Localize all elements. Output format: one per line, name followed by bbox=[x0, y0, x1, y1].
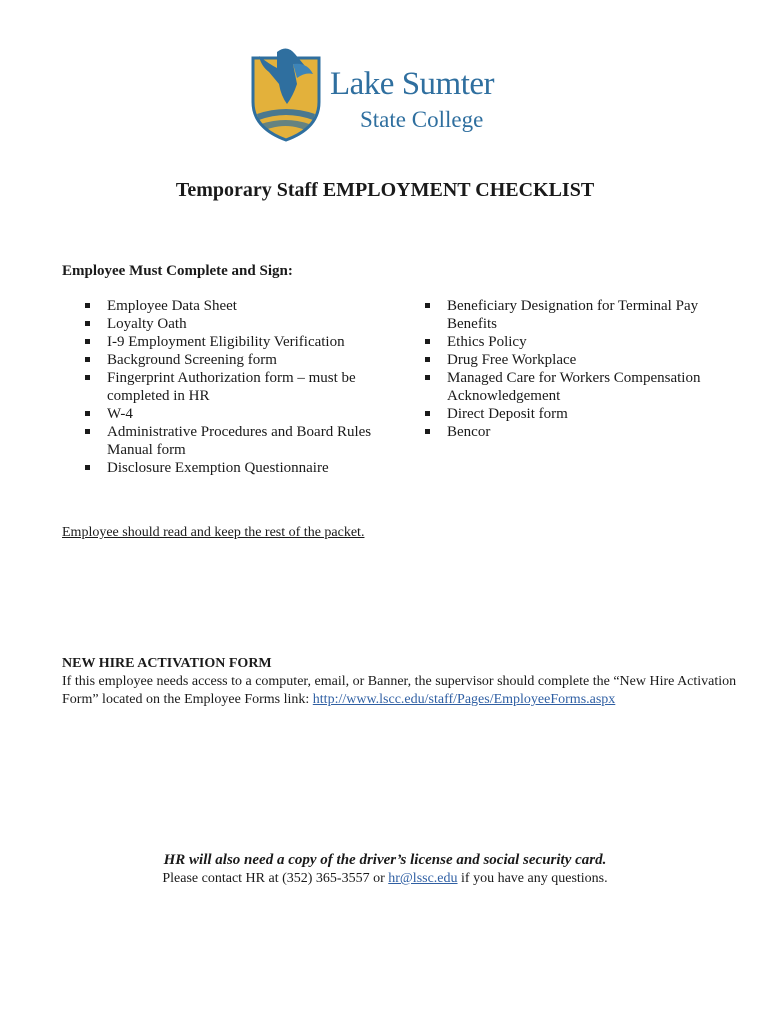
new-hire-body bbox=[62, 673, 742, 709]
hr-note: HR will also need a copy of the driver’s license and social security card. bbox=[163, 852, 607, 868]
list-item: Loyalty Oath bbox=[82, 315, 382, 333]
list-item: Background Screening form bbox=[82, 351, 382, 369]
list-item: Bencor bbox=[422, 423, 722, 441]
list-item: Drug Free Workplace bbox=[422, 351, 722, 369]
college-logo bbox=[247, 44, 517, 144]
logo-line-1: Lake Sumter bbox=[330, 66, 495, 102]
list-item: Direct Deposit form bbox=[422, 405, 722, 423]
hr-email-link[interactable]: hr@lssc.edu bbox=[388, 871, 458, 886]
eagle-crest-icon bbox=[247, 44, 327, 144]
new-hire-text: If this employee needs access to a computer, email, or Banner, the supervisor should complete the “New Hire Activation Form” located on the Employee Forms link: bbox=[62, 674, 737, 707]
new-hire-heading: NEW HIRE ACTIVATION FORM bbox=[62, 656, 272, 671]
contact-before: Please contact HR at (352) 365-3557 or bbox=[162, 871, 385, 886]
list-item: Beneficiary Designation for Terminal Pay Benefits bbox=[422, 297, 722, 333]
list-item: Disclosure Exemption Questionnaire bbox=[82, 459, 382, 477]
checklist-right bbox=[422, 297, 722, 441]
contact-after: if you have any questions. bbox=[461, 871, 608, 886]
list-item: I-9 Employment Eligibility Verification bbox=[82, 333, 382, 351]
list-item: Fingerprint Authorization form – must be completed in HR bbox=[82, 369, 382, 405]
checklist-left bbox=[82, 297, 382, 477]
contact-line bbox=[0, 871, 770, 887]
page-title: Temporary Staff EMPLOYMENT CHECKLIST bbox=[175, 179, 595, 201]
list-item: Administrative Procedures and Board Rules Manual form bbox=[82, 423, 382, 459]
list-item: Ethics Policy bbox=[422, 333, 722, 351]
read-note: Employee should read and keep the rest of the packet. bbox=[62, 525, 365, 540]
logo-line-2: State College bbox=[360, 107, 484, 132]
list-item: Employee Data Sheet bbox=[82, 297, 382, 315]
employee-forms-link[interactable]: http://www.lscc.edu/staff/Pages/EmployeeForms.aspx bbox=[312, 692, 616, 707]
list-item: Managed Care for Workers Compensation Acknowledgement bbox=[422, 369, 722, 405]
section-heading: Employee Must Complete and Sign: bbox=[62, 263, 293, 279]
list-item: W-4 bbox=[82, 405, 382, 423]
